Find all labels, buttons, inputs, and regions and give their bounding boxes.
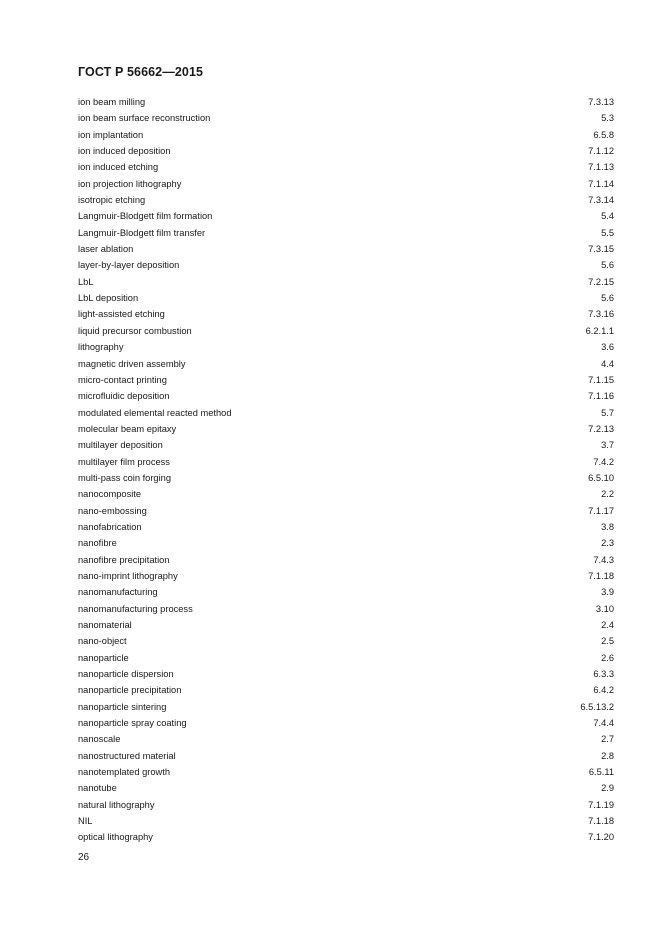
index-term: optical lithography <box>78 832 153 843</box>
index-entry <box>78 666 614 682</box>
index-term: ion beam milling <box>78 97 146 107</box>
index-entry <box>78 584 614 600</box>
index-term: nanotemplated growth <box>78 767 170 778</box>
index-ref: 5.4 <box>601 211 614 222</box>
index-ref: 6.5.8 <box>593 129 614 140</box>
index-entry <box>78 356 614 372</box>
index-entry <box>78 127 614 143</box>
index-entry <box>78 601 614 617</box>
index-entry <box>78 699 614 715</box>
index-entry <box>78 829 614 845</box>
index-entry <box>78 323 614 339</box>
index-entry <box>78 682 614 698</box>
index-ref: 6.3.3 <box>593 669 614 680</box>
index-entry <box>78 159 614 175</box>
index-term: nanoparticle sintering <box>78 701 167 712</box>
index-term: nanoparticle spray coating <box>78 718 187 729</box>
index-ref: 3.8 <box>601 521 614 532</box>
index-ref: 7.1.20 <box>588 832 614 843</box>
index-term: nanomanufacturing process <box>78 603 193 614</box>
index-entry <box>78 519 614 535</box>
index-term: nanomanufacturing <box>78 587 158 598</box>
index-term: ion induced deposition <box>78 146 171 157</box>
index-entry <box>78 225 614 241</box>
index-ref: 7.4.4 <box>593 718 614 729</box>
index-entry <box>78 535 614 551</box>
index-entry <box>78 552 614 568</box>
index-term: lithography <box>78 342 124 353</box>
index-term: multilayer film process <box>78 456 170 467</box>
index-term: nanoscale <box>78 734 121 745</box>
index-ref: 6.5.11 <box>588 767 614 778</box>
index-ref: 2.8 <box>601 750 614 761</box>
index-entry <box>78 813 614 829</box>
index-entry <box>78 454 614 470</box>
index-entry <box>78 94 614 110</box>
index-entry <box>78 780 614 796</box>
index-ref: 6.5.13.2 <box>580 701 614 712</box>
index-ref: 7.1.17 <box>588 505 614 516</box>
index-term: LbL deposition <box>78 293 139 304</box>
index-ref: 6.2.1.1 <box>585 325 614 336</box>
index-entry <box>78 208 614 224</box>
index-ref: 2.6 <box>601 652 614 663</box>
index-entry <box>78 748 614 764</box>
index-entry <box>78 274 614 290</box>
index-ref: 7.1.13 <box>588 162 614 173</box>
index-entry <box>78 176 614 192</box>
index-entry <box>78 421 614 437</box>
index-entry <box>78 339 614 355</box>
index-entry <box>78 241 614 257</box>
index-term: nanoparticle <box>78 652 129 663</box>
index-ref: 6.4.2 <box>593 685 614 696</box>
index-term: light-assisted etching <box>78 309 165 320</box>
index-term: ion induced etching <box>78 162 159 173</box>
index-term: Langmuir-Blodgett film transfer <box>78 227 206 238</box>
index-ref: 3.9 <box>601 587 614 598</box>
index-entry <box>78 650 614 666</box>
index-ref: 5.5 <box>601 227 614 238</box>
index-entry <box>78 192 614 208</box>
index-ref: 3.7 <box>601 440 614 451</box>
index-entry <box>78 715 614 731</box>
index-term: nanocomposite <box>78 489 142 500</box>
index-term: nano-embossing <box>78 505 147 516</box>
index-entry <box>78 257 614 273</box>
index-entry <box>78 405 614 421</box>
index-ref: 3.6 <box>601 342 614 353</box>
index-entry <box>78 633 614 649</box>
index-entry <box>78 372 614 388</box>
index-ref: 2.9 <box>601 783 614 794</box>
index-term: microfluidic deposition <box>78 391 170 402</box>
index-entry <box>78 568 614 584</box>
index-entry <box>78 437 614 453</box>
index-ref: 5.3 <box>601 113 614 124</box>
index-ref: 2.7 <box>601 734 614 745</box>
index-term: nano-object <box>78 636 127 647</box>
index-ref: 2.3 <box>601 538 614 549</box>
index-ref: 2.2 <box>601 489 614 500</box>
index-term: nanofibre <box>78 538 117 549</box>
index-ref: 7.4.3 <box>593 554 614 565</box>
index-term: natural lithography <box>78 799 155 810</box>
index-term: magnetic driven assembly <box>78 358 186 369</box>
page-number: 26 <box>78 852 90 863</box>
index-entry <box>78 617 614 633</box>
index-ref: 7.1.16 <box>588 391 614 402</box>
index-ref: 4.4 <box>601 358 614 369</box>
index-term: multi-pass coin forging <box>78 472 172 483</box>
index-ref: 5.6 <box>601 260 614 271</box>
index-ref: 2.5 <box>601 636 614 647</box>
index-term: nanoparticle precipitation <box>78 685 182 696</box>
index-term: LbL <box>78 276 94 287</box>
index-term: ion implantation <box>78 129 144 140</box>
index-term: micro-contact printing <box>78 374 167 385</box>
index-term: modulated elemental reacted method <box>78 407 232 418</box>
index-ref: 7.2.13 <box>588 423 614 434</box>
index-ref: 5.7 <box>601 407 614 418</box>
index-term: molecular beam epitaxy <box>78 423 177 434</box>
index-list <box>78 94 614 846</box>
document-header: ГОСТ Р 56662—2015 <box>78 65 204 79</box>
index-ref: 3.10 <box>595 603 614 614</box>
index-term: nanomaterial <box>78 620 132 630</box>
index-ref: 7.4.2 <box>593 456 614 467</box>
index-term: nanoparticle dispersion <box>78 669 174 680</box>
index-term: layer-by-layer deposition <box>78 260 180 271</box>
index-term: nanostructured material <box>78 750 176 761</box>
index-entry <box>78 143 614 159</box>
index-ref: 6.5.10 <box>588 472 614 483</box>
index-term: ion projection lithography <box>78 178 182 189</box>
index-ref: 7.2.15 <box>588 276 614 287</box>
index-entry <box>78 388 614 404</box>
index-term: liquid precursor combustion <box>78 325 192 336</box>
index-ref: 7.1.15 <box>588 374 614 385</box>
index-term: multilayer deposition <box>78 440 163 451</box>
index-entry <box>78 306 614 322</box>
index-ref: 2.4 <box>601 620 614 630</box>
index-term: nano-imprint lithography <box>78 570 178 581</box>
index-ref: 7.3.16 <box>588 309 614 320</box>
index-entry <box>78 764 614 780</box>
index-ref: 7.3.14 <box>588 195 614 206</box>
index-ref: 7.1.19 <box>588 799 614 810</box>
index-entry <box>78 503 614 519</box>
index-term: ion beam surface reconstruction <box>78 113 211 124</box>
index-entry <box>78 470 614 486</box>
index-term: NIL <box>78 816 93 827</box>
index-ref: 5.6 <box>601 293 614 304</box>
index-entry <box>78 731 614 747</box>
index-term: laser ablation <box>78 244 134 255</box>
index-ref: 7.1.18 <box>588 570 614 581</box>
index-entry <box>78 797 614 813</box>
index-entry <box>78 290 614 306</box>
index-entry <box>78 110 614 126</box>
index-term: nanotube <box>78 783 117 794</box>
index-ref: 7.3.15 <box>588 244 614 255</box>
index-term: Langmuir-Blodgett film formation <box>78 211 213 222</box>
index-entry <box>78 486 614 502</box>
index-ref: 7.1.12 <box>588 146 614 157</box>
index-term: nanofibre precipitation <box>78 554 170 565</box>
index-ref: 7.3.13 <box>588 97 614 107</box>
index-term: isotropic etching <box>78 195 146 206</box>
index-ref: 7.1.18 <box>588 816 614 827</box>
index-ref: 7.1.14 <box>588 178 614 189</box>
index-term: nanofabrication <box>78 521 142 532</box>
